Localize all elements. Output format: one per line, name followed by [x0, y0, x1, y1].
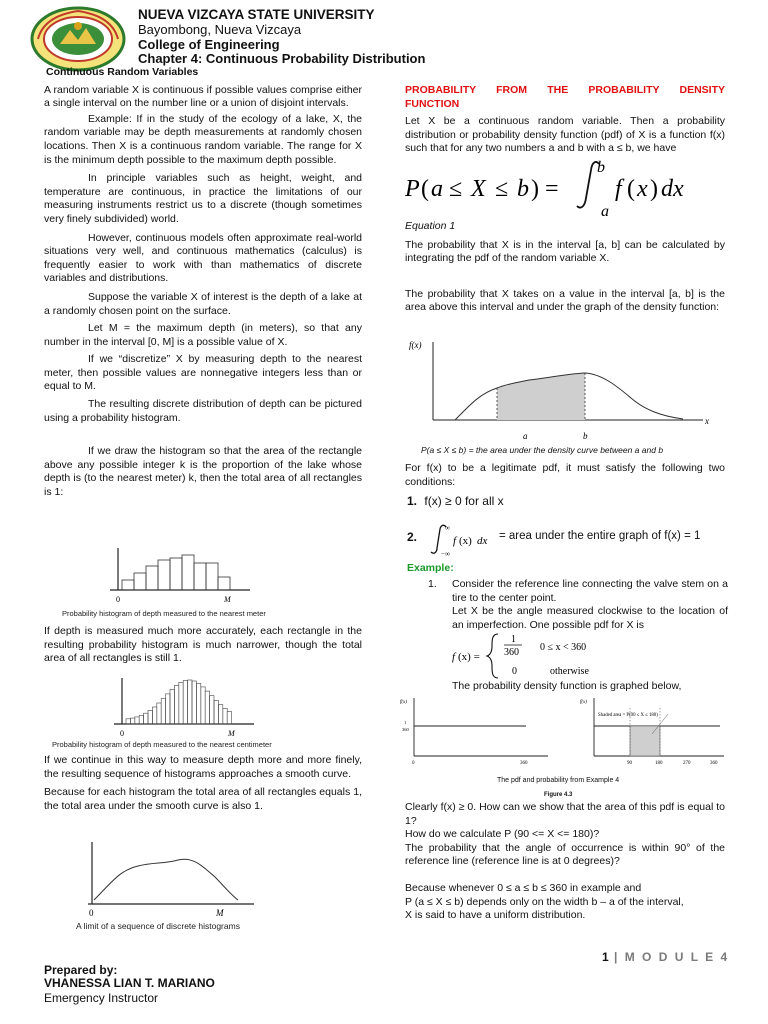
piecewise-pdf — [452, 630, 652, 682]
equation-probability-integral — [405, 158, 725, 218]
svg-text:a: a — [601, 203, 609, 218]
condition-1 — [407, 494, 504, 508]
b-label: b — [583, 431, 588, 441]
density-caption: P(a ≤ X ≤ b) = the area under the density curve between a and b — [421, 445, 664, 455]
svg-text:b: b — [597, 159, 605, 176]
paragraph: The resulting discrete distribution of depth can be pictured using a probability histogram. — [44, 398, 362, 424]
histogram-centimeter-figure — [104, 676, 264, 738]
svg-text:270: 270 — [683, 761, 691, 766]
svg-text:f: f — [453, 535, 457, 547]
paragraph: The probability that X is in the interval [a, b] can be calculated by integrating the pdf of the random variable X. — [405, 238, 725, 265]
svg-text:(x): (x) — [459, 535, 472, 547]
svg-text:0: 0 — [412, 761, 415, 766]
pdf-condition-2: otherwise — [550, 666, 589, 677]
figure-caption: Probability histogram of depth measured to the nearest meter — [62, 609, 266, 618]
svg-text:f: f — [615, 176, 622, 202]
page-footer — [602, 950, 729, 964]
section-title-pdf: PROBABILITY FROM THE PROBABILITY DENSITY FUNCTION — [405, 84, 725, 110]
histogram-bar — [201, 687, 205, 724]
example-number: 1. — [428, 578, 437, 590]
histogram-bar — [188, 680, 192, 724]
axis-zero-label: 0 — [120, 729, 124, 738]
preparer-name: VHANESSA LIAN T. MARIANO — [44, 976, 215, 990]
svg-text:x: x — [637, 176, 648, 202]
paragraph: If we “discretize” X by measuring depth to the nearest meter, then possible values are nonnegative integers less than or equal to M. — [44, 353, 362, 393]
histogram-bar — [157, 703, 161, 724]
figure-caption: A limit of a sequence of discrete histograms — [76, 921, 240, 931]
paragraph: Let X be a continuous random variable. Then a probability distribution or probability density function (pdf) of X is a function f(x) such that for any two numbers a and b with a ≤ b, we have — [405, 115, 725, 155]
paragraph: If we continue in this way to measure depth more and more finely, the resulting sequence of histograms approaches a smooth curve. — [44, 754, 362, 780]
paragraph: In principle variables such as height, weight, and temperature are continuous, in practice the limitations of our measuring instruments restrict us to a discrete (though sometimes very finely subdivided) world. — [44, 172, 362, 225]
histogram-bar — [166, 694, 170, 724]
paragraph: The probability that X takes on a value in the interval [a, b] is the area above this interval and under the graph of the density function: — [405, 287, 725, 314]
histogram-bar — [179, 682, 183, 724]
module-label: | M O D U L E 4 — [614, 950, 730, 964]
paragraph: X is said to have a uniform distribution. — [405, 909, 586, 922]
axis-m-label: M — [228, 729, 235, 738]
axis-zero-label: 0 — [116, 595, 120, 604]
section-title-continuous-rv: Continuous Random Variables — [46, 66, 199, 78]
paragraph: Because whenever 0 ≤ a ≤ b ≤ 360 in example and — [405, 881, 642, 894]
svg-text:90: 90 — [627, 761, 632, 766]
svg-text:) =: ) = — [531, 176, 559, 202]
paragraph: For f(x) to be a legitimate pdf, it must satisfy the following two conditions: — [405, 462, 725, 488]
paragraph: Clearly f(x) ≥ 0. How can we show that the area of this pdf is equal to 1? — [405, 801, 725, 827]
svg-text:∞: ∞ — [445, 524, 450, 532]
equation-label: Equation 1 — [405, 220, 456, 232]
university-location: Bayombong, Nueva Vizcaya — [138, 22, 302, 37]
svg-text:180: 180 — [655, 761, 663, 766]
svg-text:(x) =: (x) = — [458, 651, 480, 663]
histogram-bar — [210, 696, 214, 724]
paragraph: If we draw the histogram so that the area of the rectangle above any possible integer k is the proportion of the lake whose depth is (to the nearest meter) k, then the total area of all rectangles is 1: — [44, 445, 362, 499]
svg-text:−∞: −∞ — [441, 550, 450, 556]
paragraph: Example: If in the study of the ecology of a lake, X, the random variable may be depth measurements at randomly chosen locations. Then X is a continuous random variable. The range for X is the minimum depth possible to the maximum depth possible. — [44, 112, 362, 166]
histogram-bar — [183, 681, 187, 725]
condition-1-number: 1. — [407, 494, 418, 508]
svg-text:P: P — [405, 176, 420, 202]
svg-text:360: 360 — [520, 761, 528, 766]
svg-text:dx: dx — [661, 176, 684, 202]
svg-text:360: 360 — [710, 761, 718, 766]
paragraph: How do we calculate P (90 <= X <= 180)? — [405, 828, 600, 841]
histogram-bar — [148, 710, 152, 724]
svg-text:dx: dx — [477, 535, 488, 547]
example-text — [452, 578, 728, 632]
right-column-eq — [405, 220, 725, 315]
university-name: NUEVA VIZCAYA STATE UNIVERSITY — [138, 7, 375, 22]
svg-text:1: 1 — [404, 720, 407, 725]
right-column — [405, 83, 725, 156]
condition-2 — [407, 522, 737, 558]
shaded-area-label: Shaded area = P(90 ≤ X ≤ 180) — [598, 713, 658, 718]
histogram-bar — [139, 715, 143, 724]
left-column-mid — [44, 625, 362, 666]
svg-text:f: f — [452, 651, 456, 663]
axis-m-label: M — [224, 595, 231, 604]
histogram-bar — [144, 713, 148, 724]
fx-label: f(x) — [409, 340, 422, 350]
college-name: College of Engineering — [138, 37, 280, 52]
svg-text:f(x): f(x) — [400, 700, 407, 705]
a-label: a — [523, 431, 528, 441]
histogram-bar — [196, 683, 200, 724]
pdf-graph-intro: The probability density function is graphed below, — [452, 680, 682, 692]
histogram-bar — [214, 700, 218, 724]
svg-text:1: 1 — [511, 634, 516, 645]
histogram-bar — [161, 699, 165, 725]
x-label: x — [705, 416, 709, 426]
svg-text:≤: ≤ — [495, 176, 509, 202]
paragraph: The probability that the angle of occurrence is within 90° of the reference line (reference line is at 0 degrees)? — [405, 841, 725, 868]
svg-text:a: a — [431, 176, 443, 202]
right-column-lower — [405, 801, 725, 923]
histogram-bar — [218, 705, 222, 724]
paragraph: Let M = the maximum depth (in meters), so that any number in the interval [0, M] is a possible value of X. — [44, 322, 362, 348]
svg-text:): ) — [650, 176, 658, 202]
histogram-bar — [174, 685, 178, 724]
paragraph: Let X be the angle measured clockwise to the location of an imperfection. One possible pdf for X is — [452, 605, 728, 631]
svg-text:360: 360 — [504, 647, 519, 658]
uniform-pdf-figure — [398, 694, 558, 768]
paragraph: Because for each histogram the total area of all rectangles equals 1, the total area under the smooth curve is also 1. — [44, 786, 362, 812]
histogram-bar — [126, 719, 130, 724]
svg-text:360: 360 — [402, 727, 409, 732]
page-number: 1 — [602, 950, 609, 964]
svg-text:0: 0 — [512, 666, 517, 677]
pdf-condition-1: 0 ≤ x < 360 — [540, 642, 587, 653]
paragraph: If depth is measured much more accurately, each rectangle in the resulting probability histogram is much narrower, though the total area of all rectangles is still 1. — [44, 625, 362, 665]
chapter-title: Chapter 4: Continuous Probability Distribution — [138, 51, 426, 66]
svg-text:f(x): f(x) — [580, 700, 587, 705]
histogram-meter-figure — [100, 546, 260, 606]
condition-2-text: = area under the entire graph of f(x) = 1 — [499, 530, 701, 542]
condition-1-text: f(x) ≥ 0 for all x — [424, 494, 504, 508]
histogram-bar — [223, 708, 227, 724]
svg-text:(: ( — [627, 176, 635, 202]
density-curve-figure — [405, 336, 725, 444]
histogram-bar — [227, 712, 231, 724]
histogram-bar — [192, 681, 196, 724]
paragraph: Suppose the variable X of interest is the depth of a lake at a randomly chosen point on the surface. — [44, 290, 362, 317]
condition-2-number: 2. — [407, 530, 418, 544]
left-column-lower — [44, 754, 362, 813]
histogram-bar — [152, 707, 156, 724]
figure-caption: Probability histogram of depth measured to the nearest centimeter — [52, 740, 272, 749]
paragraph: Consider the reference line connecting the valve stem on a tire to the center point. — [452, 578, 728, 604]
figure-43-caption: The pdf and probability from Example 4 — [497, 777, 620, 784]
example-label: Example: — [407, 562, 454, 574]
uniform-shaded-figure — [578, 694, 728, 768]
svg-text:≤: ≤ — [449, 176, 463, 202]
preparer-role: Emergency Instructor — [44, 991, 159, 1005]
figure-43-label: Figure 4.3 — [544, 792, 573, 798]
left-column — [44, 66, 362, 500]
university-seal — [30, 6, 126, 72]
histogram-bar — [130, 718, 134, 724]
paragraph: A random variable X is continuous if possible values comprise either a single interval on the number line or a union of disjoint intervals. — [44, 83, 362, 110]
histogram-bar — [135, 717, 139, 724]
histogram-bar — [205, 691, 209, 724]
smooth-curve-figure — [82, 842, 262, 922]
histogram-bar — [170, 689, 174, 724]
svg-text:b: b — [517, 176, 529, 202]
paragraph: However, continuous models often approximate real-world situations very well, and continuous mathematics (calculus) is frequently easier to work with than mathematics of discrete variables and distributions. — [44, 231, 362, 285]
svg-text:(: ( — [421, 176, 429, 202]
axis-m-label: M — [216, 908, 224, 918]
svg-text:X: X — [471, 176, 486, 202]
axis-zero-label: 0 — [89, 908, 94, 918]
paragraph: P (a ≤ X ≤ b) depends only on the width b – a of the interval, — [405, 895, 684, 908]
right-column-conditions — [405, 462, 725, 489]
prepared-by-label: Prepared by: — [44, 963, 118, 977]
